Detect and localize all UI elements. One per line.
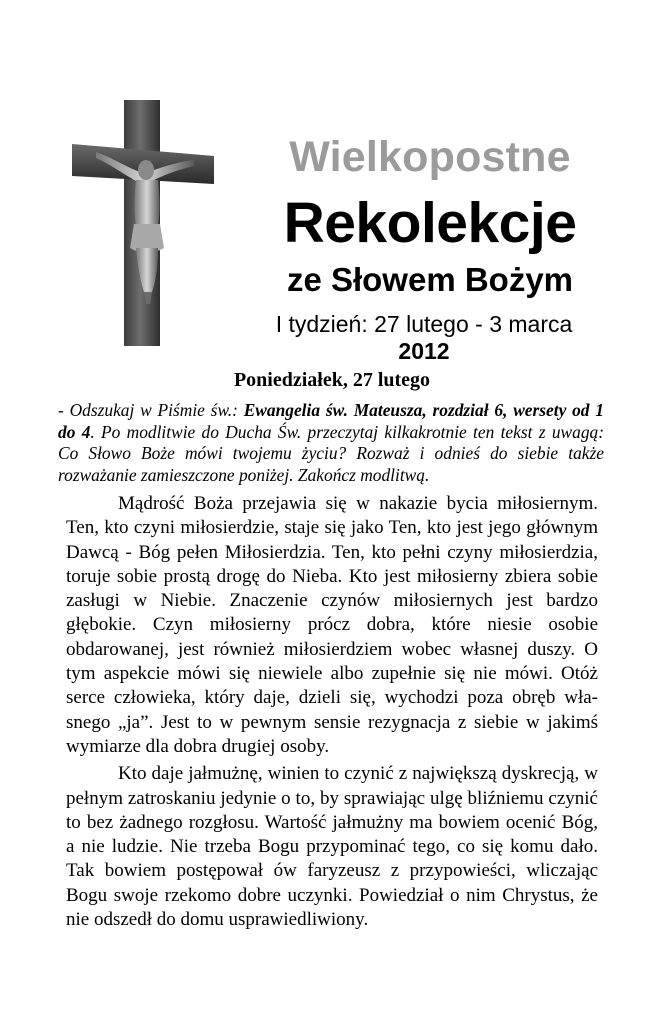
reading-instruction — [58, 400, 604, 486]
scripture-reference: Ewangelia św. Mateusza, rozdział 6, wersety od 1 do 4 — [58, 400, 605, 442]
instruction-rest: . Po modlitwie do Ducha Św. przeczytaj kilkakrotnie ten tekst z uwagą: Co Słowo Boże mówi twojemu życiu? Rozważ i odnieś do siebie także rozważanie zamieszczone poniżej. Zakończ modlitwą. — [58, 421, 604, 485]
week-range: I tydzień: 27 lutego - 3 marca — [275, 311, 573, 337]
title-rekolekcje: Rekolekcje — [283, 191, 577, 255]
instruction-intro: - Odszukaj w Piśmie św.: — [58, 400, 244, 420]
week-dates — [250, 311, 598, 365]
day-heading: Poniedziałek, 27 lutego — [233, 369, 431, 391]
title-subtitle: ze Słowem Bożym — [286, 261, 574, 298]
crucifix-image — [68, 98, 218, 348]
paragraph: Kto daje jałmużnę, winien to czynić z największą dyskrecją, w pełnym zatroskaniu jedynie o to, by sprawiając ulgę bliźniemu czynić to bez żadnego rozgłosu. Wartość jałmużny ma bowiem ocenić Bóg, a nie ludzie. Nie trzeba Bogu przypominać tego, co się komu dało. Tak bowiem postępował ów faryzeusz z przypowieści, wliczając Bogu swoje rzekomo dobre uczynki. Powiedział o nim Chrystus, że nie odszedł do domu usprawiedliwiony. — [66, 763, 598, 931]
paragraph: Mądrość Boża przejawia się w nakazie bycia miłosiernym. Ten, kto czyni miłosierdzie, staje się jako Ten, kto jest jego głównym Dawcą - Bóg pełen Miłosierdzia. Ten, kto pełni czyny miłosierdzia, toruje sobie prostą drogę do Nieba. Kto jest miłosierny zbiera sobie zasługi w Niebie. Znaczenie czynów miłosiernych jest bardzo głębokie. Czyn miłosierny prócz dobra, które niesie osobie obdarowanej, jest również miłosierdziem wobec własnej duszy. O tym aspekcie mówi się niewiele albo zupełnie się nie mówi. Otóż serce człowieka, który daje, dzieli się, wychodzi poza obręb własnego „ja”. Jest to w pewnym sensie rezygnacja z siebie w jakimś wymiarze dla dobra drugiej osoby. — [66, 493, 598, 757]
week-year: 2012 — [398, 338, 450, 364]
title-wielkopostne: Wielkopostne — [289, 133, 571, 181]
meditation-text — [66, 492, 598, 932]
